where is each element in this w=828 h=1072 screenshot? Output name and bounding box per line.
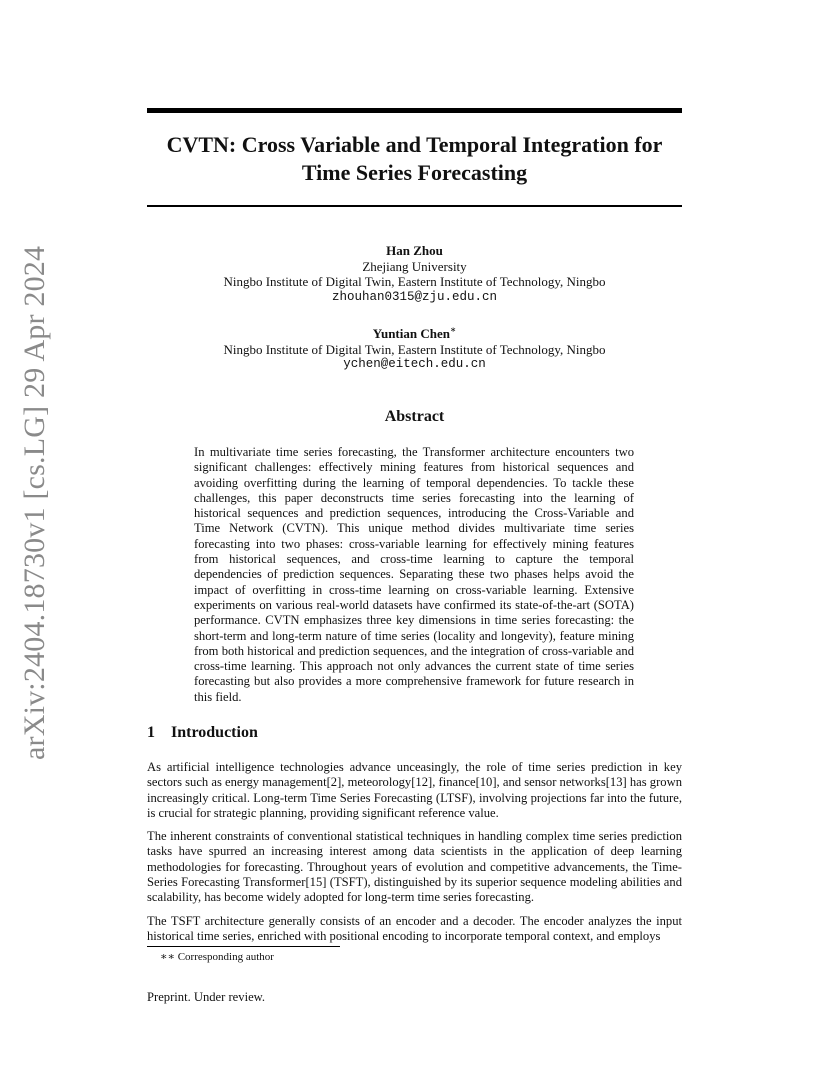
author-affiliation: Zhejiang University <box>362 258 467 274</box>
paper-title <box>147 131 682 187</box>
title-top-rule <box>147 108 682 113</box>
title-line-1: CVTN: Cross Variable and Temporal Integration for <box>166 132 663 157</box>
title-line-2: Time Series Forecasting <box>301 160 528 185</box>
footnote: ∗∗ Corresponding author <box>160 951 274 963</box>
title-bottom-rule <box>147 205 682 207</box>
author-block-1 <box>147 243 682 305</box>
arxiv-stamp: arXiv:2404.18730v1 [cs.LG] 29 Apr 2024 <box>18 245 51 760</box>
introduction-body <box>147 760 682 952</box>
author-affiliation: Ningbo Institute of Digital Twin, Eastern Institute of Technology, Ningbo <box>223 274 606 289</box>
abstract-heading: Abstract <box>384 408 445 425</box>
author-email[interactable]: zhouhan0315@zju.edu.cn <box>331 289 498 304</box>
author-name: Yuntian Chen <box>372 326 450 341</box>
author-name-line <box>147 326 682 342</box>
author-block-2 <box>147 326 682 373</box>
section-heading <box>147 724 258 742</box>
paragraph: The inherent constraints of conventional statistical techniques in handling complex time series prediction tasks have spurred an increasing interest among data scientists in the application of deep learning methodologies for forecasting. Throughout years of evolution and competitive advancements, the Time-Series Forecasting Transformer[15] (TSFT), distinguished by its superior sequence modeling abilities and scalability, has become widely adopted for long-term time series forecasting. <box>147 829 682 905</box>
footnote-rule <box>147 946 340 947</box>
author-affiliation: Ningbo Institute of Digital Twin, Eastern Institute of Technology, Ningbo <box>223 341 606 357</box>
abstract-text: In multivariate time series forecasting, the Transformer architecture encounters two significant challenges: effectively mining features from historical sequences and avoiding overfitting during the learning of temporal dependencies. To tackle these challenges, this paper deconstructs time series forecasting into the learning of historical sequences and prediction sequences, introducing the Cross-Variable and Time Network (CVTN). This unique method divides multivariate time series forecasting into two phases: cross-variable learning for effectively mining features from historical sequences, and cross-time learning to capture the temporal dependencies of prediction sequences. Separating these two phases helps avoid the impact of overfitting in cross-time learning on cross-variable learning. Extensive experiments on various real-world datasets have confirmed its state-of-the-art (SOTA) performance. CVTN emphasizes three key dimensions in time series forecasting: the short-term and long-term nature of time series (locality and longevity), feature mining from both historical and prediction sequences, and the integration of cross-variable and cross-time learning. This approach not only advances the current state of time series forecasting but also provides a more comprehensive framework for future research in this field. <box>194 445 634 704</box>
section-title: Introduction <box>171 724 258 741</box>
author-email[interactable]: ychen@eitech.edu.cn <box>343 357 486 371</box>
page-footer: Preprint. Under review. <box>147 990 266 1004</box>
section-number: 1 <box>147 724 155 741</box>
corresponding-mark: ∗ <box>449 324 457 335</box>
paragraph: The TSFT architecture generally consists of an encoder and a decoder. The encoder analyzes the input historical time series, enriched with positional encoding to incorporate temporal context, and employs <box>147 913 682 943</box>
paragraph: As artificial intelligence technologies advance unceasingly, the role of time series prediction in key sectors such as energy management[2], meteorology[12], finance[10], and sensor networks[13] has grown increasingly critical. Long-term Time Series Forecasting (LTSF), involving projections far into the future, is crucial for strategic planning, providing significant reference value. <box>147 760 682 820</box>
author-name: Han Zhou <box>386 243 443 258</box>
